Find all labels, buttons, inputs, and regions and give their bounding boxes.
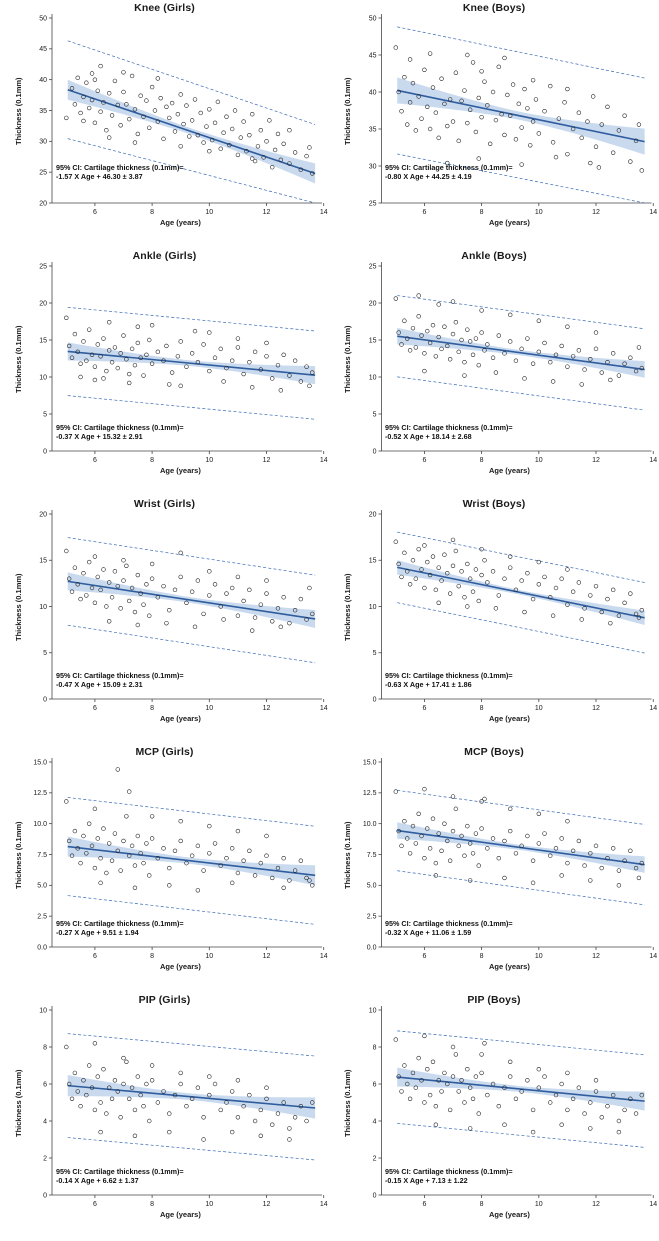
svg-text:10: 10 [534, 457, 543, 464]
annotation-line-2: -0.37 X Age + 15.32 ± 2.91 [56, 432, 143, 441]
chart-title: Wrist (Girls) [133, 498, 196, 510]
plot-area [0, 0, 329, 248]
x-axis-label: Age (years) [160, 962, 201, 971]
plot-area [329, 248, 659, 496]
svg-text:10: 10 [368, 603, 377, 611]
svg-text:10: 10 [39, 603, 47, 611]
svg-text:8: 8 [150, 1201, 155, 1208]
plot-area [329, 744, 659, 992]
plot-area [329, 496, 659, 744]
svg-text:12: 12 [592, 1201, 600, 1208]
y-axis-label: Thickness (0.1mm) [14, 77, 23, 145]
annotation-line-2: -0.47 X Age + 15.09 ± 2.31 [56, 680, 143, 689]
svg-text:10: 10 [368, 374, 377, 382]
chart-title: MCP (Boys) [464, 746, 524, 758]
svg-text:12: 12 [262, 705, 271, 712]
svg-text:6: 6 [92, 209, 97, 216]
svg-text:8: 8 [479, 457, 484, 464]
chart-panel [329, 744, 659, 992]
svg-text:5: 5 [43, 411, 47, 419]
svg-text:6: 6 [422, 1201, 427, 1208]
svg-text:0: 0 [43, 448, 47, 456]
svg-text:50: 50 [39, 15, 47, 23]
annotation-line-1: 95% CI: Cartilage thickness (0.1mm)= [56, 919, 184, 928]
chart-panel [0, 744, 329, 992]
chart-panel [0, 496, 329, 744]
chart-title: Knee (Girls) [134, 2, 195, 14]
svg-text:12.5: 12.5 [362, 790, 377, 798]
svg-text:10: 10 [39, 1007, 47, 1015]
svg-text:10: 10 [534, 953, 543, 960]
svg-text:25: 25 [39, 263, 47, 271]
svg-text:40: 40 [368, 89, 377, 97]
svg-text:12: 12 [592, 457, 600, 464]
y-axis-label: Thickness (0.1mm) [14, 1069, 23, 1137]
svg-text:4: 4 [43, 1118, 47, 1126]
regression-annotation [385, 1167, 513, 1185]
x-axis-label: Age (years) [160, 714, 201, 723]
plot-area [0, 992, 329, 1240]
svg-text:10: 10 [205, 705, 214, 712]
svg-text:35: 35 [368, 126, 377, 134]
annotation-line-1: 95% CI: Cartilage thickness (0.1mm)= [385, 423, 513, 432]
svg-text:6: 6 [422, 705, 427, 712]
svg-text:45: 45 [39, 46, 47, 54]
svg-text:20: 20 [368, 300, 377, 308]
annotation-line-2: -0.15 X Age + 7.13 ± 1.22 [385, 1176, 468, 1185]
annotation-line-1: 95% CI: Cartilage thickness (0.1mm)= [385, 163, 513, 172]
annotation-line-1: 95% CI: Cartilage thickness (0.1mm)= [385, 919, 513, 928]
annotation-line-2: -0.80 X Age + 44.25 ± 4.19 [385, 172, 472, 181]
svg-text:12: 12 [262, 953, 271, 960]
x-axis-label: Age (years) [489, 466, 530, 475]
svg-text:15.0: 15.0 [33, 759, 47, 767]
svg-text:12: 12 [262, 1201, 271, 1208]
regression-annotation [385, 163, 513, 181]
chart-panel [329, 496, 659, 744]
annotation-line-2: -0.63 X Age + 17.41 ± 1.86 [385, 680, 472, 689]
y-axis-label: Thickness (0.1mm) [14, 573, 23, 641]
svg-text:0.0: 0.0 [37, 944, 47, 952]
annotation-line-1: 95% CI: Cartilage thickness (0.1mm)= [56, 671, 184, 680]
svg-text:0: 0 [372, 696, 377, 704]
svg-text:6: 6 [372, 1081, 377, 1089]
svg-text:5.0: 5.0 [366, 882, 377, 890]
svg-text:45: 45 [368, 52, 377, 60]
regression-annotation [56, 919, 184, 937]
annotation-line-2: -0.14 X Age + 6.62 ± 1.37 [56, 1176, 139, 1185]
chart-panel [329, 992, 659, 1240]
svg-text:5: 5 [372, 650, 377, 658]
chart-title: MCP (Girls) [135, 746, 194, 758]
chart-panel [329, 0, 659, 248]
x-axis-label: Age (years) [160, 218, 201, 227]
svg-text:10: 10 [534, 209, 543, 216]
svg-text:20: 20 [39, 300, 47, 308]
svg-text:25: 25 [368, 263, 377, 271]
annotation-line-1: 95% CI: Cartilage thickness (0.1mm)= [385, 1167, 513, 1176]
plot-area [329, 0, 659, 248]
plot-area [0, 744, 329, 992]
svg-text:12: 12 [262, 209, 271, 216]
svg-text:20: 20 [39, 200, 47, 208]
svg-text:8: 8 [479, 705, 484, 712]
svg-text:15: 15 [368, 337, 377, 345]
svg-text:10: 10 [39, 374, 47, 382]
y-axis-label: Thickness (0.1mm) [14, 821, 23, 889]
annotation-line-1: 95% CI: Cartilage thickness (0.1mm)= [56, 1167, 184, 1176]
svg-text:25: 25 [39, 169, 47, 177]
y-axis-label: Thickness (0.1mm) [14, 325, 23, 393]
svg-text:8: 8 [150, 705, 155, 712]
svg-text:8: 8 [479, 209, 484, 216]
svg-text:6: 6 [422, 209, 427, 216]
svg-text:40: 40 [39, 77, 47, 85]
regression-annotation [385, 671, 513, 689]
svg-text:7.5: 7.5 [37, 851, 47, 859]
svg-text:6: 6 [92, 1201, 97, 1208]
regression-annotation [56, 163, 184, 181]
svg-text:0: 0 [43, 696, 47, 704]
svg-text:14: 14 [319, 457, 328, 464]
svg-text:10: 10 [205, 1201, 214, 1208]
svg-text:10: 10 [368, 1007, 377, 1015]
chart-title: Wrist (Boys) [462, 498, 526, 510]
svg-text:6: 6 [92, 457, 97, 464]
svg-text:30: 30 [368, 163, 377, 171]
svg-text:10.0: 10.0 [362, 821, 377, 829]
annotation-line-2: -0.32 X Age + 11.06 ± 1.59 [385, 928, 472, 937]
plot-area [329, 992, 659, 1240]
svg-text:12: 12 [592, 209, 600, 216]
regression-annotation [56, 423, 184, 441]
svg-text:5: 5 [372, 411, 377, 419]
svg-text:15.0: 15.0 [362, 759, 377, 767]
svg-text:10: 10 [534, 1201, 543, 1208]
annotation-line-1: 95% CI: Cartilage thickness (0.1mm)= [385, 671, 513, 680]
annotation-line-1: 95% CI: Cartilage thickness (0.1mm)= [56, 163, 184, 172]
y-axis-label: Thickness (0.1mm) [343, 573, 352, 641]
svg-text:2: 2 [372, 1155, 377, 1163]
svg-text:20: 20 [368, 511, 377, 519]
plot-area [0, 248, 329, 496]
svg-text:6: 6 [43, 1081, 47, 1089]
svg-text:7.5: 7.5 [366, 851, 377, 859]
svg-text:2.5: 2.5 [37, 913, 47, 921]
svg-text:8: 8 [150, 457, 155, 464]
regression-annotation [385, 919, 513, 937]
svg-text:5.0: 5.0 [37, 882, 47, 890]
svg-text:2.5: 2.5 [366, 913, 377, 921]
svg-text:14: 14 [649, 1201, 658, 1208]
svg-text:0.0: 0.0 [366, 944, 377, 952]
chart-title: PIP (Boys) [467, 994, 521, 1006]
y-axis-label: Thickness (0.1mm) [343, 77, 352, 145]
chart-panel [329, 248, 659, 496]
svg-text:14: 14 [319, 705, 328, 712]
svg-text:20: 20 [39, 511, 47, 519]
annotation-line-2: -1.57 X Age + 46.30 ± 3.87 [56, 172, 143, 181]
svg-text:12.5: 12.5 [33, 790, 47, 798]
svg-text:2: 2 [43, 1155, 47, 1163]
svg-text:6: 6 [422, 457, 427, 464]
chart-title: Ankle (Girls) [132, 250, 197, 262]
chart-title: Knee (Boys) [462, 2, 526, 14]
chart-title: Ankle (Boys) [461, 250, 527, 262]
x-axis-label: Age (years) [489, 218, 530, 227]
svg-text:6: 6 [92, 705, 97, 712]
svg-text:10.0: 10.0 [33, 821, 47, 829]
svg-text:10: 10 [205, 457, 214, 464]
svg-text:4: 4 [372, 1118, 377, 1126]
svg-text:14: 14 [649, 457, 658, 464]
x-axis-label: Age (years) [489, 962, 530, 971]
x-axis-label: Age (years) [489, 714, 530, 723]
svg-text:50: 50 [368, 15, 377, 23]
svg-text:0: 0 [372, 1192, 377, 1200]
svg-text:15: 15 [368, 557, 377, 565]
y-axis-label: Thickness (0.1mm) [343, 325, 352, 393]
chart-panel [0, 992, 329, 1240]
svg-text:14: 14 [649, 209, 658, 216]
svg-text:15: 15 [39, 337, 47, 345]
svg-text:14: 14 [319, 953, 328, 960]
svg-text:12: 12 [592, 705, 600, 712]
svg-text:14: 14 [649, 953, 658, 960]
svg-text:8: 8 [372, 1044, 377, 1052]
x-axis-label: Age (years) [489, 1210, 530, 1219]
svg-text:30: 30 [39, 138, 47, 146]
svg-text:14: 14 [319, 209, 328, 216]
chart-panel [0, 248, 329, 496]
svg-text:25: 25 [368, 200, 377, 208]
regression-annotation [56, 1167, 184, 1185]
annotation-line-2: -0.52 X Age + 18.14 ± 2.68 [385, 432, 472, 441]
y-axis-label: Thickness (0.1mm) [343, 1069, 352, 1137]
plot-area [0, 496, 329, 744]
y-axis-label: Thickness (0.1mm) [343, 821, 352, 889]
svg-text:8: 8 [43, 1044, 47, 1052]
svg-text:10: 10 [534, 705, 543, 712]
svg-text:14: 14 [649, 705, 658, 712]
svg-text:8: 8 [479, 953, 484, 960]
chart-panel [0, 0, 329, 248]
svg-text:8: 8 [479, 1201, 484, 1208]
x-axis-label: Age (years) [160, 466, 201, 475]
svg-text:12: 12 [592, 953, 600, 960]
x-axis-label: Age (years) [160, 1210, 201, 1219]
annotation-line-2: -0.27 X Age + 9.51 ± 1.94 [56, 928, 139, 937]
chart-title: PIP (Girls) [138, 994, 191, 1006]
svg-text:6: 6 [92, 953, 97, 960]
svg-text:10: 10 [205, 953, 214, 960]
svg-text:8: 8 [150, 953, 155, 960]
svg-text:15: 15 [39, 557, 47, 565]
svg-text:5: 5 [43, 650, 47, 658]
svg-text:6: 6 [422, 953, 427, 960]
svg-text:10: 10 [205, 209, 214, 216]
regression-annotation [56, 671, 184, 689]
svg-text:8: 8 [150, 209, 155, 216]
svg-text:12: 12 [262, 457, 271, 464]
svg-text:35: 35 [39, 107, 47, 115]
svg-text:0: 0 [43, 1192, 47, 1200]
regression-annotation [385, 423, 513, 441]
svg-text:14: 14 [319, 1201, 328, 1208]
svg-text:0: 0 [372, 448, 377, 456]
annotation-line-1: 95% CI: Cartilage thickness (0.1mm)= [56, 423, 184, 432]
